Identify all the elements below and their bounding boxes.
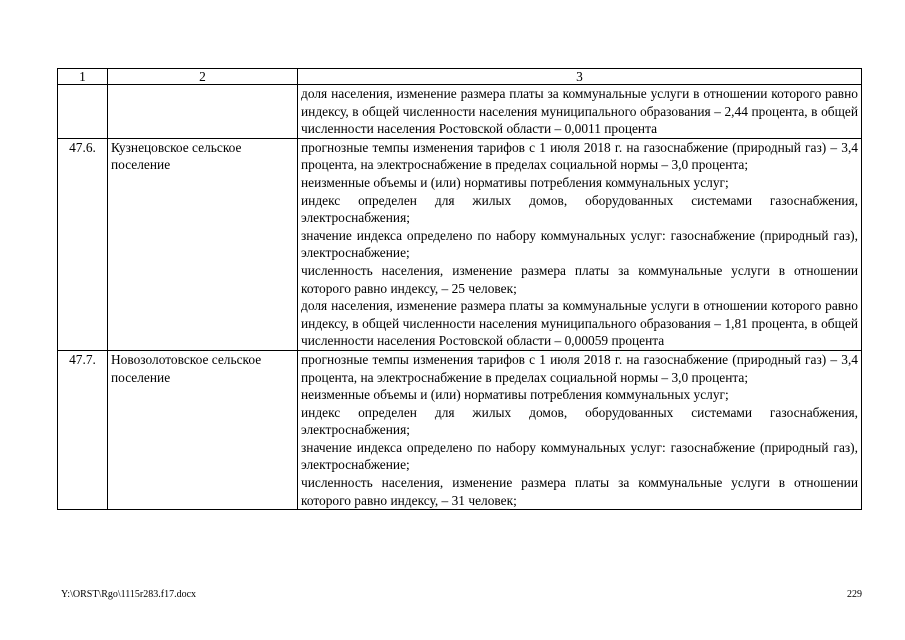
footer-page-number: 229 (847, 589, 862, 600)
table-row (58, 138, 862, 350)
row-number: 47.6. (58, 138, 108, 350)
table-row (58, 85, 862, 139)
description-paragraph: доля населения, изменение размера платы за коммунальные услуги в отношении которого равно индексу, в общей численности населения муниципального образования – 1,81 процента, в общей численности населения Ростовской области – 0,00059 процента (301, 298, 858, 349)
description-paragraph: доля населения, изменение размера платы за коммунальные услуги в отношении которого равно индексу, в общей численности населения муниципального образования – 2,44 процента, в общей численности населения Ростовской области – 0,0011 процента (301, 86, 858, 137)
row-description (298, 350, 862, 509)
settlement-name (108, 85, 298, 139)
description-paragraph: индекс определен для жилых домов, оборудованных системами газоснабжения, электроснабжения; (301, 192, 858, 226)
description-paragraph: индекс определен для жилых домов, оборудованных системами газоснабжения, электроснабжения; (301, 404, 858, 438)
description-paragraph: численность населения, изменение размера платы за коммунальные услуги в отношении которого равно индексу, – 25 человек; (301, 262, 858, 296)
footer-file-path: Y:\ORST\Rgo\1115r283.f17.docx (61, 589, 197, 600)
row-description (298, 138, 862, 350)
description-paragraph: значение индекса определено по набору коммунальных услуг: газоснабжение (природный газ), электроснабжение; (301, 227, 858, 261)
description-paragraph: значение индекса определено по набору коммунальных услуг: газоснабжение (природный газ), электроснабжение; (301, 439, 858, 473)
description-paragraph: прогнозные темпы изменения тарифов с 1 июля 2018 г. на газоснабжение (природный газ) – 3,4 процента, на электроснабжение в пределах социальной нормы – 3,0 процента; (301, 139, 858, 173)
regulation-table (57, 68, 862, 510)
row-number: 47.7. (58, 350, 108, 509)
description-paragraph: прогнозные темпы изменения тарифов с 1 июля 2018 г. на газоснабжение (природный газ) – 3,4 процента, на электроснабжение в пределах социальной нормы – 3,0 процента; (301, 351, 858, 385)
row-number (58, 85, 108, 139)
header-col-3: 3 (298, 69, 862, 85)
header-col-2: 2 (108, 69, 298, 85)
header-col-1: 1 (58, 69, 108, 85)
description-paragraph: численность населения, изменение размера платы за коммунальные услуги в отношении которого равно индексу, – 31 человек; (301, 475, 858, 508)
settlement-name: Кузнецовское сельское поселение (108, 138, 298, 350)
table-header-row (58, 69, 862, 85)
settlement-name: Новозолотовское сельское поселение (108, 350, 298, 509)
description-paragraph: неизменные объемы и (или) нормативы потребления коммунальных услуг; (301, 387, 729, 403)
table-row (58, 350, 862, 509)
description-paragraph: неизменные объемы и (или) нормативы потребления коммунальных услуг; (301, 174, 729, 190)
row-description (298, 85, 862, 139)
